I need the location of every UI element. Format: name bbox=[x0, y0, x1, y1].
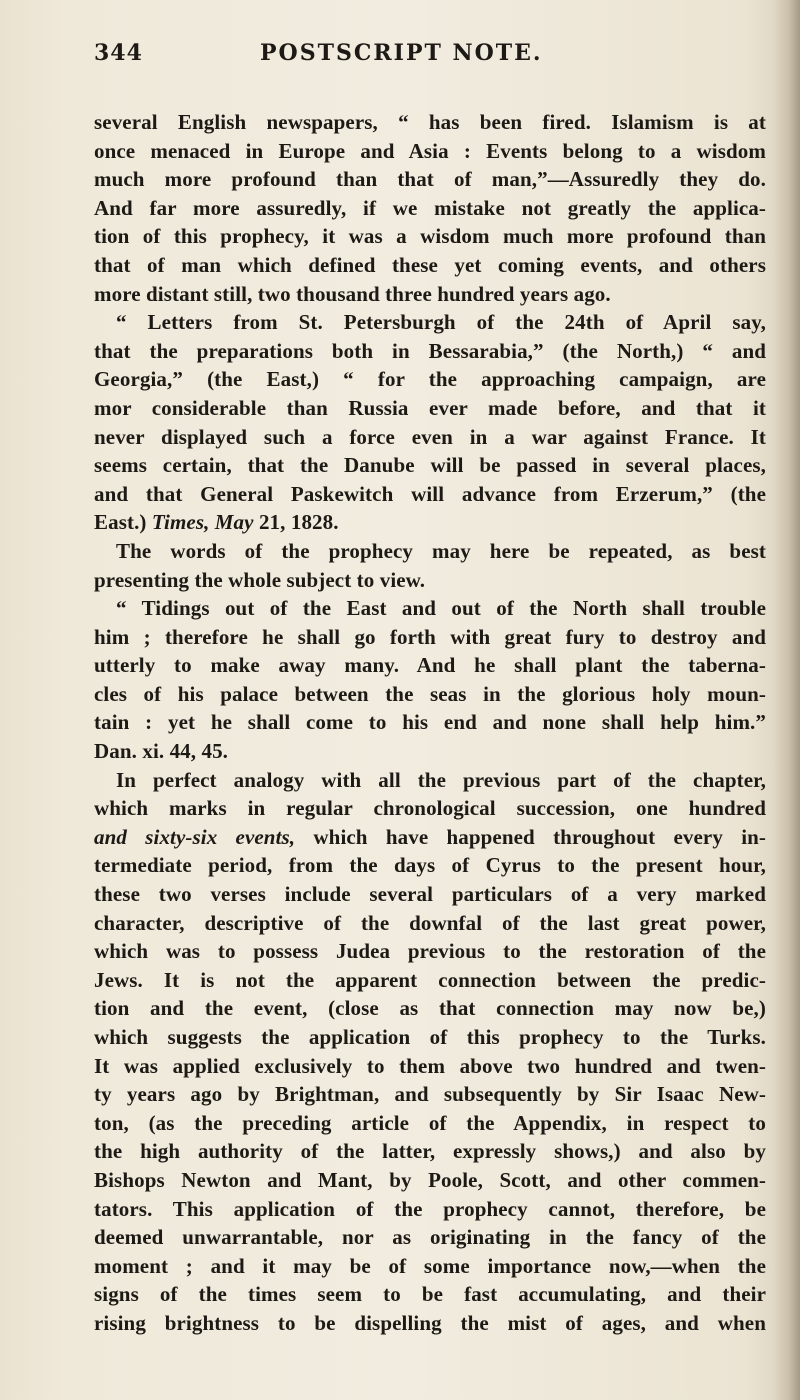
running-title: POSTSCRIPT NOTE. bbox=[260, 40, 543, 66]
text-line: tion and the event, (close as that connection may now be,) bbox=[94, 996, 766, 1021]
citation-source: Times, May bbox=[151, 510, 254, 535]
text-line: Bishops Newton and Mant, by Poole, Scott, and other commen- bbox=[94, 1167, 766, 1192]
text-line: mor considerable than Russia ever made before, and that it bbox=[94, 395, 766, 420]
text-line: and that General Paskewitch will advance from Erzerum,” (the bbox=[94, 481, 766, 506]
text-line: character, descriptive of the downfal of the last great power, bbox=[94, 910, 766, 935]
text-line: seems certain, that the Danube will be passed in several places, bbox=[94, 453, 766, 478]
quote-line: utterly to make away many. And he shall plant the taberna- bbox=[94, 653, 766, 678]
text-line: these two verses include several particulars of a very marked bbox=[94, 882, 766, 907]
text-line: that the preparations both in Bessarabia,” (the North,) “ and bbox=[94, 338, 766, 363]
text-line: ton, (as the preceding article of the Appendix, in respect to bbox=[94, 1110, 766, 1135]
page-edge-shadow bbox=[772, 0, 800, 1400]
quote-line: tain : yet he shall come to his end and none shall help him.” bbox=[94, 710, 766, 735]
text-line: deemed unwarrantable, nor as originating in the fancy of the bbox=[94, 1225, 766, 1250]
text-line: rising brightness to be dispelling the mist of ages, and when bbox=[94, 1310, 766, 1335]
italic-phrase: and sixty-six events, bbox=[94, 824, 296, 849]
quote-line: cles of his palace between the seas in the glorious holy moun- bbox=[94, 681, 766, 706]
text-line: “ Letters from St. Petersburgh of the 24th of April say, bbox=[116, 310, 766, 335]
text-line: presenting the whole subject to view. bbox=[94, 567, 426, 592]
citation-line bbox=[94, 508, 766, 537]
text-line: In perfect analogy with all the previous part of the chapter, bbox=[116, 767, 766, 792]
text-line: signs of the times seem to be fast accumulating, and their bbox=[94, 1282, 766, 1307]
text-line: It was applied exclusively to them above two hundred and twen- bbox=[94, 1053, 766, 1078]
text-line: more distant still, two thousand three hundred years ago. bbox=[94, 281, 611, 306]
text-line: termediate period, from the days of Cyrus to the present hour, bbox=[94, 853, 766, 878]
body-text bbox=[94, 108, 766, 1338]
quote-line: “ Tidings out of the East and out of the North shall trouble bbox=[116, 596, 766, 621]
page-number: 344 bbox=[94, 40, 143, 66]
text-line: Jews. It is not the apparent connection between the predic- bbox=[94, 967, 766, 992]
text-line: And far more assuredly, if we mistake not greatly the applica- bbox=[94, 195, 766, 220]
text-line: which was to possess Judea previous to the restoration of the bbox=[94, 939, 766, 964]
text-line: tion of this prophecy, it was a wisdom much more profound than bbox=[94, 224, 766, 249]
quote-line: him ; therefore he shall go forth with great fury to destroy and bbox=[94, 624, 766, 649]
text-line: moment ; and it may be of some importance now,—when the bbox=[94, 1253, 766, 1278]
text-line: several English newspapers, “ has been fired. Islamism is at bbox=[94, 110, 766, 134]
scripture-reference: Dan. xi. 44, 45. bbox=[94, 739, 229, 764]
text-line bbox=[94, 823, 766, 852]
text-line: tators. This application of the prophecy cannot, therefore, be bbox=[94, 1196, 766, 1221]
citation-date: 21, 1828. bbox=[253, 510, 339, 535]
text-line: that of man which defined these yet coming events, and others bbox=[94, 252, 766, 277]
text-line: never displayed such a force even in a war against France. It bbox=[94, 424, 766, 449]
text-run: which have happened throughout every in- bbox=[295, 824, 766, 849]
text-line: which suggests the application of this prophecy to the Turks. bbox=[94, 1025, 766, 1049]
text-line: ty years ago by Brightman, and subsequently by Sir Isaac New- bbox=[94, 1082, 766, 1107]
page-header bbox=[94, 40, 714, 76]
text-line: much more profound than that of man,”—Assuredly they do. bbox=[94, 167, 766, 192]
text-line: the high authority of the latter, expressly shows,) and also by bbox=[94, 1139, 766, 1164]
text-line: which marks in regular chronological succession, one hundred bbox=[94, 796, 766, 821]
text-line: The words of the prophecy may here be repeated, as best bbox=[116, 538, 766, 563]
text-line: once menaced in Europe and Asia : Events belong to a wisdom bbox=[94, 138, 766, 163]
text-line: Georgia,” (the East,) “ for the approaching campaign, are bbox=[94, 367, 766, 392]
citation-pre: East.) bbox=[94, 510, 152, 535]
